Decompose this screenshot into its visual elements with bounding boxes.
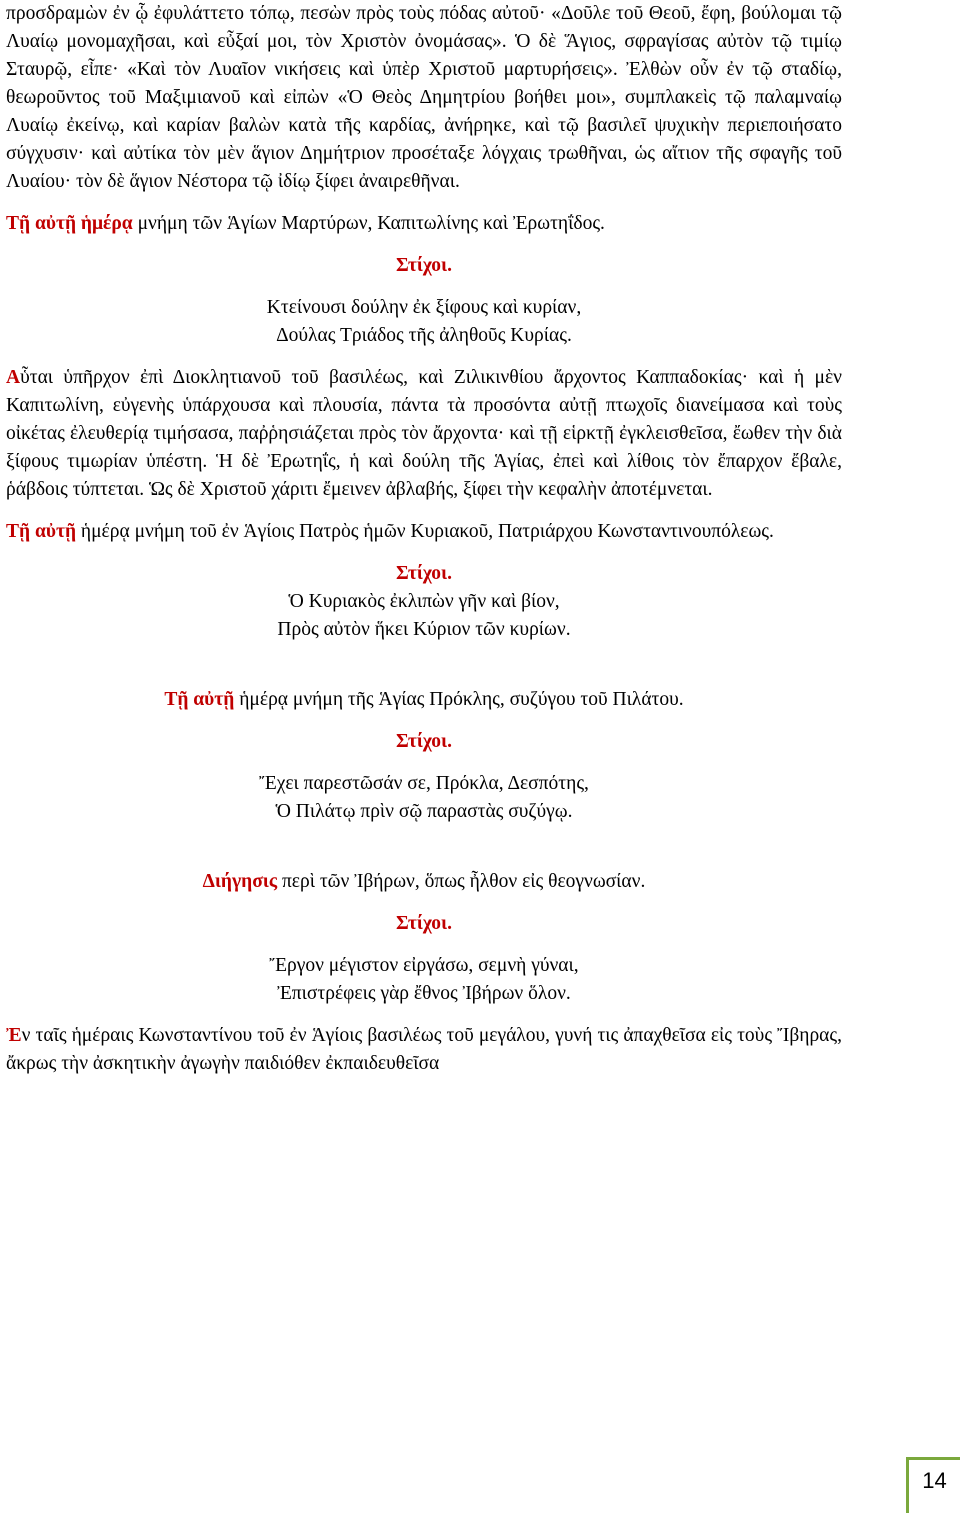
page-number: 14	[922, 1468, 947, 1493]
heading-text: μνήμη τῶν Ἁγίων Μαρτύρων, Καπιτωλίνης καὶ Ἐρωτηΐδος.	[132, 213, 605, 234]
paragraph-capitolina	[6, 364, 842, 504]
paragraph-narrative: προσδραμὼν ἐν ᾧ ἐφυλάττετο τόπῳ, πεσὼν πρὸς τοὺς πόδας αὐτοῦ· «Δοῦλε τοῦ Θεοῦ, ἔφη, βούλομαι τῷ Λυαίῳ μονομαχῆσαι, καὶ εὖξαί μοι, τὸν Χριστὸν ὀνομάσας». Ὁ δὲ Ἅγιος, σφραγίσας αὐτὸν τῷ τιμίῳ Σταυρῷ, εἶπε· «Καὶ τὸν Λυαῖον νικήσεις καὶ ὑπὲρ Χριστοῦ μαρτυρήσεις». Ἐλθὼν οὖν ἐν τῷ σταδίῳ, θεωροῦντος τοῦ Μαξιμιανοῦ καὶ εἰπὼν «Ὁ Θεὸς Δημητρίου βοήθει μοι», συμπλακεὶς τῷ παλαμναίῳ Λυαίῳ ἐκείνῳ, καὶ καρίαν βαλὼν κατὰ τῆς καρδίας, ἀνήρηκε, καὶ τῷ βασιλεῖ ψυχικὴν περιεποιήσατο σύγχυσιν· καὶ αὐτίκα τὸν μὲν ἅγιον Δημήτριον προσέταξε λόγχαις τρωθῆναι, ὡς αἴτιον τῆς σφαγῆς τοῦ Λυαίου· τὸν δὲ ἅγιον Νέστορα τῷ ἰδίῳ ξίφει ἀναιρεθῆναι.	[6, 3, 842, 192]
verse-line: Πρὸς αὐτὸν ἥκει Κύριον τῶν κυρίων.	[277, 619, 571, 640]
heading-rubric: Τῇ αὐτῇ	[6, 521, 77, 542]
section-heading-prokla	[6, 686, 842, 714]
page-number-box	[906, 1457, 960, 1513]
stichoi-title: Στίχοι.	[396, 255, 452, 276]
heading-text: ἡμέρᾳ μνήμη τῆς Ἁγίας Πρόκλης, συζύγου τοῦ Πιλάτου.	[234, 689, 684, 710]
stichoi-title: Στίχοι.	[396, 731, 452, 752]
heading-text: περὶ τῶν Ἰβήρων, ὅπως ἦλθον εἰς θεογνωσίαν.	[277, 871, 646, 892]
verse-line: Ὁ Κυριακὸς ἐκλιπὼν γῆν καὶ βίον,	[288, 591, 560, 612]
initial-letter: Α	[6, 367, 21, 388]
stichoi-title: Στίχοι.	[396, 913, 452, 934]
heading-rubric: Τῇ αὐτῇ ἡμέρᾳ	[6, 213, 133, 234]
initial-letter: Ἐ	[6, 1025, 22, 1046]
verse-line: Ἐπιστρέφεις γὰρ ἔθνος Ἰβήρων ὅλον.	[277, 983, 571, 1004]
section-heading-iberians	[6, 868, 842, 896]
verse-line: Ἔχει παρεστῶσάν σε, Πρόκλα, Δεσπότης,	[259, 773, 589, 794]
verse-line: Ἔργον μέγιστον εἰργάσω, σεμνὴ γύναι,	[269, 955, 579, 976]
heading-rubric: Τῇ αὐτῇ	[164, 689, 235, 710]
heading-text: ἡμέρᾳ μνήμη τοῦ ἐν Ἁγίοις Πατρὸς ἡμῶν Κυριακοῦ, Πατριάρχου Κωνσταντινουπόλεως.	[76, 521, 774, 542]
paragraph-text: ὗται ὑπῆρχον ἐπὶ Διοκλητιανοῦ τοῦ βασιλέως, καὶ Ζιλικινθίου ἄρχοντος Καππαδοκίας· καὶ ἡ μὲν Καπιτωλίνη, εὐγενὴς ὑπάρχουσα καὶ πλουσία, πάντα τὰ προσόντα αὐτῇ πτωχοῖς διανείμασα καὶ τοὺς οἰκέτας ἐλευθερίᾳ τιμήσασα, παῤῥησιάζεται πρὸς τὸν ἄρχοντα· καὶ τῇ εἱρκτῇ ἐγκλεισθεῖσα, ἔωθεν τὴν διὰ ξίφους τιμωρίαν ὑπέστη. Ἡ δὲ Ἐρωτηΐς, ἡ καὶ δούλη τῆς Ἁγίας, ἐπεὶ καὶ λίθοις τὸν ἔπαρχον ἔβαλε, ῥάβδοις τύπτεται. Ὡς δὲ Χριστοῦ χάριτι ἔμεινεν ἀβλαβής, ξίφει τὴν κεφαλὴν ἀποτέμνεται.	[6, 367, 842, 500]
verse-line: Ὁ Πιλάτῳ πρὶν σῷ παραστὰς συζύγῳ.	[275, 801, 573, 822]
verse-line: Δούλας Τριάδος τῆς ἀληθοῦς Κυρίας.	[276, 325, 572, 346]
stichoi-title: Στίχοι.	[396, 563, 452, 584]
paragraph-iberians	[6, 1022, 842, 1078]
verse-line: Κτείνουσι δούλην ἐκ ξίφους καὶ κυρίαν,	[266, 297, 582, 318]
section-heading-capitolina	[6, 210, 842, 238]
document-page	[6, 0, 842, 1078]
heading-rubric: Διήγησις	[202, 871, 278, 892]
page-number-rule	[909, 1457, 960, 1460]
paragraph-text: ν ταῖς ἡμέραις Κωνσταντίνου τοῦ ἐν Ἁγίοις βασιλέως τοῦ μεγάλου, γυνή τις ἀπαχθεῖσα εἰς τοὺς Ἴβηρας, ἄκρως τὴν ἀσκητικὴν ἀγωγὴν παιδιόθεν ἐκπαιδευθεῖσα	[6, 1025, 842, 1074]
section-heading-kyriakos	[6, 518, 842, 546]
